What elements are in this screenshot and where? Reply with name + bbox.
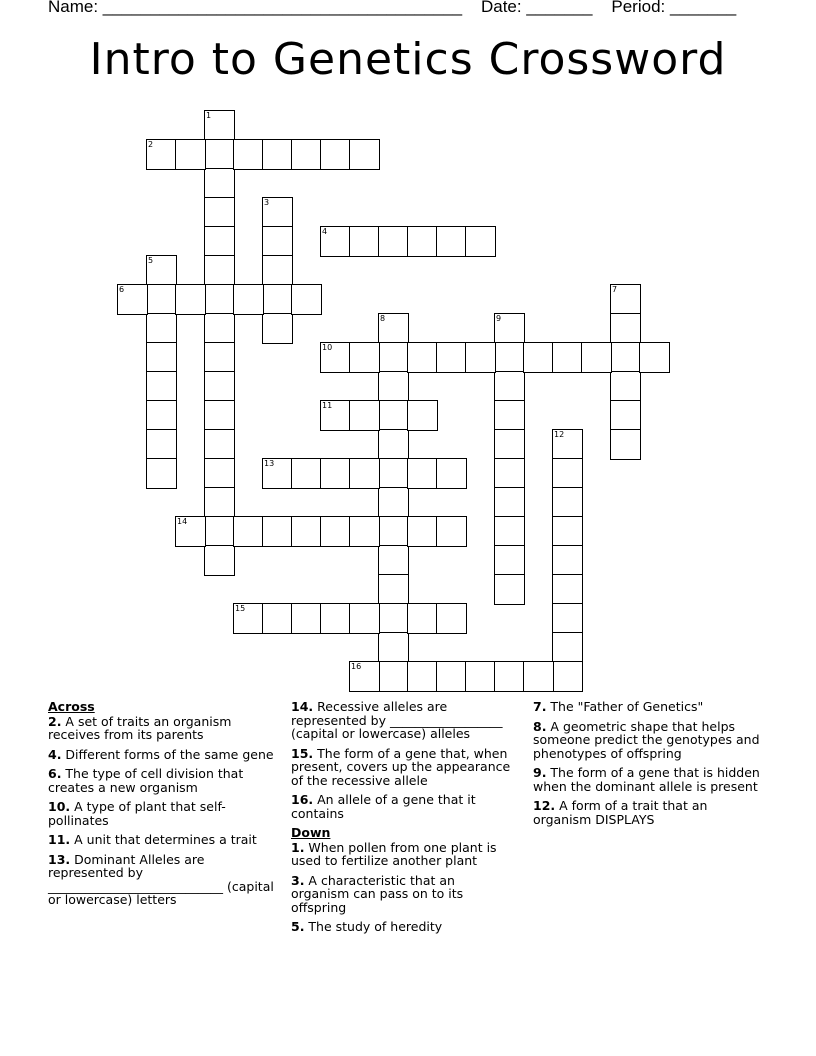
clue-number-label: 12.	[533, 798, 556, 813]
crossword-cell[interactable]	[320, 516, 351, 547]
crossword-cell[interactable]	[175, 516, 206, 547]
crossword-cell[interactable]	[581, 342, 612, 373]
crossword-cell[interactable]	[494, 342, 525, 373]
crossword-cell[interactable]	[291, 139, 322, 170]
crossword-cell[interactable]	[378, 545, 409, 576]
crossword-cell[interactable]	[494, 516, 525, 547]
crossword-cell[interactable]	[610, 313, 641, 344]
clue-text: A characteristic that an organism can pass on to its offspring	[291, 872, 464, 915]
crossword-cell[interactable]	[407, 458, 438, 489]
crossword-cell[interactable]	[552, 661, 583, 692]
clue-number-label: 14.	[291, 699, 314, 714]
clue-number-label: 6.	[48, 766, 62, 781]
clue-item	[291, 747, 517, 788]
clue-item	[291, 793, 517, 820]
crossword-cell[interactable]	[523, 661, 554, 692]
crossword-cell[interactable]	[320, 400, 351, 431]
crossword-cell[interactable]	[407, 603, 438, 634]
crossword-cell[interactable]	[407, 516, 438, 547]
crossword-cell[interactable]	[204, 168, 235, 199]
crossword-cell[interactable]	[610, 371, 641, 402]
clue-item	[533, 700, 765, 714]
crossword-cell[interactable]	[262, 516, 293, 547]
clue-item	[533, 766, 765, 793]
crossword-cell[interactable]	[175, 284, 206, 315]
crossword-cell[interactable]	[204, 342, 235, 373]
crossword-cell[interactable]	[233, 516, 264, 547]
crossword-cell[interactable]	[146, 139, 177, 170]
crossword-cell[interactable]	[146, 255, 177, 286]
crossword-cell[interactable]	[320, 603, 351, 634]
clue-number: 5	[148, 256, 154, 265]
crossword-cell[interactable]	[407, 226, 438, 257]
clue-item	[48, 748, 274, 762]
clue-item	[291, 874, 517, 915]
crossword-cell[interactable]	[262, 197, 293, 228]
clue-number: 11	[322, 401, 333, 410]
crossword-cell[interactable]	[146, 371, 177, 402]
crossword-cell[interactable]	[204, 545, 235, 576]
crossword-cell[interactable]	[262, 313, 293, 344]
clue-item	[48, 800, 274, 827]
clue-number-label: 16.	[291, 792, 314, 807]
crossword-cell[interactable]	[494, 371, 525, 402]
clue-number-label: 1.	[291, 839, 305, 855]
crossword-cell[interactable]	[204, 313, 235, 344]
clue-text: Different forms of the same gene	[61, 746, 274, 762]
crossword-cell[interactable]	[494, 487, 525, 518]
crossword-cell[interactable]	[117, 284, 148, 315]
crossword-cell[interactable]	[146, 458, 177, 489]
clue-number-label: 13.	[48, 851, 71, 867]
crossword-cell[interactable]	[610, 400, 641, 431]
crossword-cell[interactable]	[494, 400, 525, 431]
crossword-cell[interactable]	[494, 545, 525, 576]
clue-text: A set of traits an organism receives from its parents	[48, 713, 232, 742]
clue-text: A type of plant that self-pollinates	[48, 799, 226, 828]
crossword-cell[interactable]	[494, 661, 525, 692]
crossword-cell[interactable]	[378, 632, 409, 663]
crossword-cell[interactable]	[552, 487, 583, 518]
crossword-cell[interactable]	[146, 342, 177, 373]
crossword-cell[interactable]	[349, 516, 380, 547]
clue-item	[48, 833, 274, 847]
crossword-cell[interactable]	[320, 139, 351, 170]
crossword-cell[interactable]	[378, 574, 409, 605]
crossword-cell[interactable]	[378, 487, 409, 518]
crossword-cell[interactable]	[465, 661, 496, 692]
crossword-cell[interactable]	[262, 226, 293, 257]
crossword-cell[interactable]	[436, 458, 467, 489]
clue-number-label: 7.	[533, 699, 547, 714]
crossword-cell[interactable]	[378, 313, 409, 344]
clue-number-label: 3.	[291, 872, 305, 888]
clue-text: An allele of a gene that it contains	[291, 792, 476, 821]
crossword-cell[interactable]	[204, 284, 235, 315]
crossword-cell[interactable]	[349, 226, 380, 257]
crossword-cell[interactable]	[262, 458, 293, 489]
crossword-cell[interactable]	[320, 458, 351, 489]
crossword-cell[interactable]	[610, 342, 641, 373]
crossword-cell[interactable]	[407, 400, 438, 431]
crossword-cell[interactable]	[204, 139, 235, 170]
crossword-cell[interactable]	[407, 661, 438, 692]
crossword-cell[interactable]	[204, 226, 235, 257]
name-date-period-line: Name: ______________________________________ Date: _______ Period: _______	[48, 0, 737, 16]
clue-text: Recessive alleles are represented by __________________ (capital or lowercase) alleles	[291, 699, 503, 741]
clue-number-label: 10.	[48, 799, 71, 814]
crossword-cell[interactable]	[378, 429, 409, 460]
clue-number: 9	[496, 314, 502, 323]
page-title: Intro to Genetics Crossword	[89, 34, 727, 85]
clue-item	[533, 720, 765, 761]
clue-text: The type of cell division that creates a new organism	[48, 766, 244, 795]
clue-item	[291, 920, 517, 934]
clue-number-label: 9.	[533, 765, 547, 780]
clues-column-1	[48, 700, 274, 913]
crossword-cell[interactable]	[233, 284, 264, 315]
clue-number: 2	[148, 140, 154, 149]
crossword-cell[interactable]	[494, 429, 525, 460]
crossword-cell[interactable]	[349, 139, 380, 170]
clue-item	[533, 799, 765, 826]
crossword-cell[interactable]	[204, 487, 235, 518]
crossword-cell[interactable]	[610, 284, 641, 315]
clue-number: 16	[351, 662, 362, 671]
crossword-cell[interactable]	[204, 255, 235, 286]
crossword-cell[interactable]	[146, 313, 177, 344]
crossword-cell[interactable]	[233, 139, 264, 170]
clue-number: 6	[119, 285, 125, 294]
clue-number-label: 5.	[291, 919, 305, 934]
crossword-cell[interactable]	[204, 429, 235, 460]
crossword-cell[interactable]	[349, 458, 380, 489]
crossword-cell[interactable]	[291, 458, 322, 489]
clue-number: 8	[380, 314, 386, 323]
clue-text: A unit that determines a trait	[70, 832, 257, 847]
crossword-cell[interactable]	[639, 342, 670, 373]
crossword-cell[interactable]	[523, 342, 554, 373]
crossword-cell[interactable]	[378, 342, 409, 373]
crossword-cell[interactable]	[436, 342, 467, 373]
crossword-cell[interactable]	[378, 661, 409, 692]
crossword-cell[interactable]	[378, 458, 409, 489]
clue-number: 4	[322, 227, 328, 236]
crossword-cell[interactable]	[146, 284, 177, 315]
clue-number-label: 8.	[533, 718, 547, 734]
crossword-cell[interactable]	[436, 661, 467, 692]
down-heading: Down	[291, 825, 331, 840]
clue-number: 1	[206, 111, 212, 120]
across-heading: Across	[48, 699, 95, 714]
crossword-cell[interactable]	[204, 371, 235, 402]
crossword-cell[interactable]	[349, 342, 380, 373]
clue-text: When pollen from one plant is used to fertilize another plant	[291, 839, 497, 868]
crossword-cell[interactable]	[262, 255, 293, 286]
crossword-cell[interactable]	[407, 342, 438, 373]
crossword-cell[interactable]	[552, 516, 583, 547]
crossword-cell[interactable]	[349, 603, 380, 634]
crossword-cell[interactable]	[204, 400, 235, 431]
crossword-cell[interactable]	[262, 603, 293, 634]
crossword-cell[interactable]	[378, 400, 409, 431]
crossword-cell[interactable]	[436, 603, 467, 634]
clue-item	[291, 700, 517, 741]
clue-text: The form of a gene that is hidden when the dominant allele is present	[533, 765, 760, 794]
clue-number: 3	[264, 198, 270, 207]
clue-number: 14	[177, 517, 188, 526]
clue-number: 10	[322, 343, 333, 352]
clue-text: The study of heredity	[304, 919, 443, 934]
clue-number: 15	[235, 604, 246, 613]
clues-column-2	[291, 700, 517, 940]
clue-number-label: 15.	[291, 745, 314, 761]
clue-number: 7	[612, 285, 618, 294]
crossword-cell[interactable]	[552, 458, 583, 489]
crossword-cell[interactable]	[262, 284, 293, 315]
clue-text: A geometric shape that helps someone predict the genotypes and phenotypes of offspring	[533, 718, 760, 761]
crossword-cell[interactable]	[552, 632, 583, 663]
crossword-cell[interactable]	[291, 516, 322, 547]
crossword-cell[interactable]	[291, 284, 322, 315]
crossword-cell[interactable]	[610, 429, 641, 460]
crossword-cell[interactable]	[204, 110, 235, 141]
clue-item	[291, 841, 517, 868]
crossword-cell[interactable]	[204, 197, 235, 228]
crossword-cell[interactable]	[436, 226, 467, 257]
crossword-cell[interactable]	[175, 139, 206, 170]
crossword-cell[interactable]	[146, 429, 177, 460]
crossword-cell[interactable]	[494, 458, 525, 489]
crossword-cell[interactable]	[436, 516, 467, 547]
crossword-cell[interactable]	[378, 516, 409, 547]
clue-text: Dominant Alleles are represented by ____________________________ (capital or lowercase) letters	[48, 851, 274, 907]
crossword-cell[interactable]	[552, 429, 583, 460]
clue-number: 12	[554, 430, 565, 439]
crossword-cell[interactable]	[378, 603, 409, 634]
clue-text: The "Father of Genetics"	[546, 699, 704, 714]
clue-item	[48, 715, 274, 742]
crossword-cell[interactable]	[465, 226, 496, 257]
clue-item	[48, 767, 274, 794]
crossword-cell[interactable]	[233, 603, 264, 634]
crossword-cell[interactable]	[378, 371, 409, 402]
clue-number-label: 2.	[48, 713, 62, 729]
crossword-cell[interactable]	[465, 342, 496, 373]
clue-text: The form of a gene that, when present, covers up the appearance of the recessive allele	[291, 745, 511, 788]
crossword-cell[interactable]	[378, 226, 409, 257]
crossword-cell[interactable]	[349, 661, 380, 692]
crossword-cell[interactable]	[349, 400, 380, 431]
crossword-cell[interactable]	[262, 139, 293, 170]
crossword-cell[interactable]	[291, 603, 322, 634]
clue-text: A form of a trait that an organism DISPLAYS	[533, 798, 708, 827]
crossword-cell[interactable]	[204, 516, 235, 547]
crossword-cell[interactable]	[204, 458, 235, 489]
crossword-cell[interactable]	[552, 342, 583, 373]
crossword-cell[interactable]	[320, 226, 351, 257]
crossword-cell[interactable]	[494, 574, 525, 605]
crossword-cell[interactable]	[552, 574, 583, 605]
clue-number: 13	[264, 459, 275, 468]
clue-number-label: 11.	[48, 832, 71, 847]
crossword-cell[interactable]	[320, 342, 351, 373]
clues-column-3	[533, 700, 765, 832]
crossword-cell[interactable]	[146, 400, 177, 431]
clue-item	[48, 853, 274, 907]
clue-number-label: 4.	[48, 746, 62, 762]
crossword-cell[interactable]	[494, 313, 525, 344]
crossword-cell[interactable]	[552, 545, 583, 576]
crossword-cell[interactable]	[552, 603, 583, 634]
